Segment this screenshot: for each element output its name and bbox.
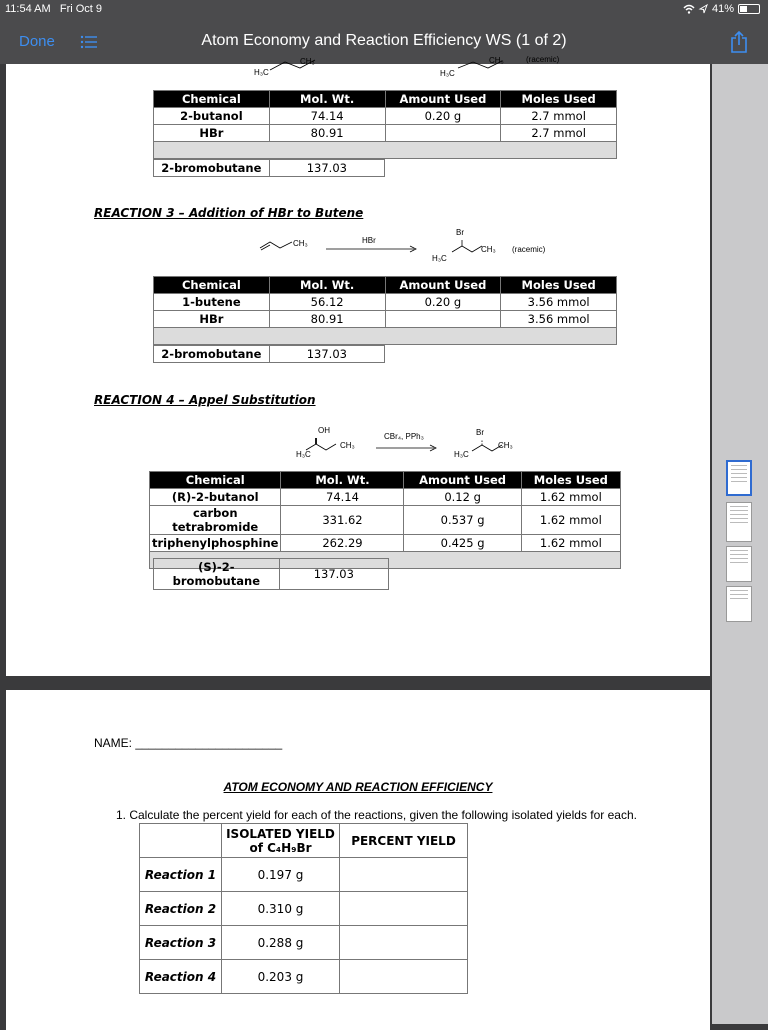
yield-table [139, 823, 468, 994]
table-spacer-row [154, 328, 617, 345]
yield-header-blank [140, 824, 222, 858]
product-row: 2-bromobutane 137.03 [154, 160, 385, 177]
col-moles-used: Moles Used [501, 91, 617, 108]
table-row: triphenylphosphine 262.29 0.425 g 1.62 mmol [150, 535, 621, 552]
battery-icon [738, 4, 760, 14]
reaction4-table [149, 471, 621, 569]
structure-label-ch3: CH₃ [340, 441, 355, 450]
document-title: Atom Economy and Reaction Efficiency WS (1 of 2) [201, 32, 567, 49]
battery-percent: 41% [711, 3, 734, 15]
col-mol-wt: Mol. Wt. [281, 472, 404, 489]
reagent-hbr: HBr [362, 236, 376, 245]
col-chemical: Chemical [154, 91, 270, 108]
structure-label-h3c: H₃C [432, 254, 447, 263]
product-row: 2-bromobutane 137.03 [154, 346, 385, 363]
percent-yield-header: PERCENT YIELD [340, 824, 468, 858]
racemic-label-partial: (racemic) [526, 55, 560, 64]
pdf-page-1[interactable] [6, 55, 710, 676]
table-row: 1-butene 56.12 0.20 g 3.56 mmol [154, 294, 617, 311]
col-chemical: Chemical [150, 472, 281, 489]
yield-table-header [140, 824, 468, 858]
structure-label-ch3: CH₃ [293, 239, 308, 248]
percent-yield-cell[interactable] [340, 960, 468, 994]
racemic-label: (racemic) [512, 245, 546, 254]
isolated-yield-header: ISOLATED YIELD of C₄H₉Br [222, 824, 340, 858]
worksheet-title: ATOM ECONOMY AND REACTION EFFICIENCY [223, 780, 493, 794]
col-moles-used: Moles Used [521, 472, 620, 489]
reaction2-product-table [153, 159, 385, 177]
col-amount-used: Amount Used [385, 91, 501, 108]
structure-label-h3c: H₃C [254, 68, 269, 77]
thumbnail-page-4[interactable] [726, 586, 752, 622]
reaction2-table [153, 90, 617, 159]
reaction-arrow-icon [376, 444, 438, 452]
structure-label-br: Br [476, 428, 484, 437]
reaction3-table [153, 276, 617, 345]
structure-label-br: Br [456, 228, 464, 237]
product-row: (S)-2-bromobutane 137.03 [154, 559, 389, 590]
structure-label-h3c: H₃C [296, 450, 311, 459]
reaction4-product-table [153, 558, 389, 590]
col-chemical: Chemical [154, 277, 270, 294]
col-moles-used: Moles Used [501, 277, 617, 294]
table-row: 2-butanol 74.14 0.20 g 2.7 mmol [154, 108, 617, 125]
table-row: carbon tetrabromide 331.62 0.537 g 1.62 mmol [150, 506, 621, 535]
table-row: Reaction 4 0.203 g [140, 960, 468, 994]
question-1: 1. Calculate the percent yield for each of the reactions, given the following isolated yields for each. [116, 808, 637, 822]
thumbnail-page-1[interactable] [726, 460, 752, 496]
toolbar [0, 20, 768, 64]
done-button[interactable]: Done [19, 33, 55, 50]
table-row: Reaction 3 0.288 g [140, 926, 468, 960]
col-amount-used: Amount Used [385, 277, 501, 294]
structure-2-bromobutane [446, 236, 506, 258]
status-bar [0, 0, 768, 20]
percent-yield-cell[interactable] [340, 858, 468, 892]
thumbnail-page-3[interactable] [726, 546, 752, 582]
share-icon[interactable] [730, 30, 748, 54]
table-row: HBr 80.91 3.56 mmol [154, 311, 617, 328]
battery-fill [740, 6, 747, 12]
structure-label-h3c: H₃C [440, 69, 455, 78]
name-field: NAME: ______________________ [94, 736, 283, 750]
col-mol-wt: Mol. Wt. [269, 277, 385, 294]
reagent-cbr4-pph3: CBr₄, PPh₃ [384, 432, 424, 441]
status-time: 11:54 AM [5, 3, 51, 15]
structure-label-oh: OH [318, 426, 330, 435]
table-row: (R)-2-butanol 74.14 0.12 g 1.62 mmol [150, 489, 621, 506]
page-thumbnail-sidebar [712, 64, 768, 1024]
table-spacer-row [154, 142, 617, 159]
structure-label-ch3: CH₃ [489, 56, 504, 65]
col-amount-used: Amount Used [404, 472, 521, 489]
table-row: Reaction 1 0.197 g [140, 858, 468, 892]
reaction4-heading: REACTION 4 – Appel Substitution [94, 393, 316, 407]
pdf-page-2[interactable] [6, 690, 710, 1030]
structure-label-h3c: H₃C [454, 450, 469, 459]
col-mol-wt: Mol. Wt. [269, 91, 385, 108]
table-row: HBr 80.91 2.7 mmol [154, 125, 617, 142]
structure-label-ch3: CH₃ [481, 245, 496, 254]
thumbnail-page-2[interactable] [726, 502, 752, 542]
wifi-icon [683, 4, 695, 14]
structure-label-ch3: CH₃ [300, 57, 315, 66]
reaction-arrow-icon [326, 245, 418, 253]
structure-label-ch3: CH₃ [498, 441, 513, 450]
table-row: Reaction 2 0.310 g [140, 892, 468, 926]
reaction3-product-table [153, 345, 385, 363]
location-icon [699, 4, 708, 14]
percent-yield-cell[interactable] [340, 892, 468, 926]
status-date: Fri Oct 9 [59, 3, 103, 15]
reaction3-heading: REACTION 3 – Addition of HBr to Butene [94, 206, 364, 220]
percent-yield-cell[interactable] [340, 926, 468, 960]
